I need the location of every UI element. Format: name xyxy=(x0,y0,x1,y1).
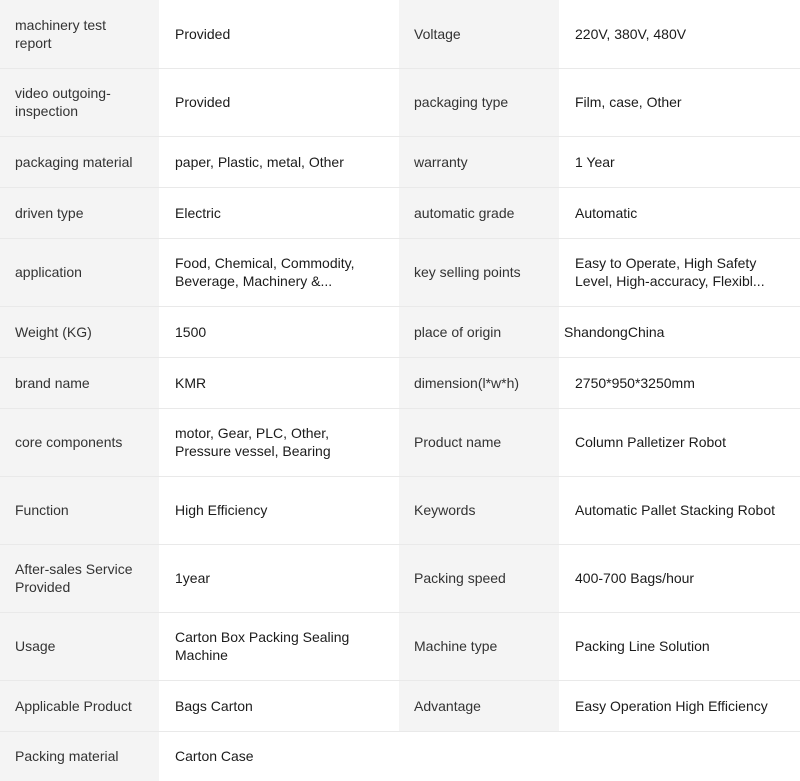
spec-value: Carton Case xyxy=(159,731,399,781)
spec-key: Product name xyxy=(399,408,559,476)
spec-row xyxy=(0,476,800,544)
spec-value: Provided xyxy=(159,0,399,68)
spec-key: driven type xyxy=(0,187,159,238)
spec-value: Film, case, Other xyxy=(559,68,800,136)
spec-row xyxy=(0,0,800,68)
spec-value: Packing Line Solution xyxy=(559,612,800,680)
spec-key: Weight (KG) xyxy=(0,306,159,357)
spec-key: Packing material xyxy=(0,731,159,781)
spec-value: ShandongChina xyxy=(559,306,800,357)
spec-key: place of origin xyxy=(399,306,559,357)
spec-row xyxy=(0,612,800,680)
spec-value: paper, Plastic, metal, Other xyxy=(159,136,399,187)
spec-value: Automatic Pallet Stacking Robot xyxy=(559,476,800,544)
spec-row xyxy=(0,306,800,357)
spec-row xyxy=(0,187,800,238)
spec-key-empty xyxy=(399,731,559,781)
spec-value: Provided xyxy=(159,68,399,136)
spec-key: Voltage xyxy=(399,0,559,68)
spec-value: 220V, 380V, 480V xyxy=(559,0,800,68)
spec-key: automatic grade xyxy=(399,187,559,238)
spec-row xyxy=(0,136,800,187)
spec-row xyxy=(0,544,800,612)
spec-key: machinery test report xyxy=(0,0,159,68)
spec-value: Electric xyxy=(159,187,399,238)
spec-value: Easy to Operate, High Safety Level, High-accuracy, Flexibl... xyxy=(559,238,800,306)
spec-key: Advantage xyxy=(399,680,559,731)
spec-key: Machine type xyxy=(399,612,559,680)
spec-key: brand name xyxy=(0,357,159,408)
spec-key: Packing speed xyxy=(399,544,559,612)
spec-key: packaging type xyxy=(399,68,559,136)
spec-value: Food, Chemical, Commodity, Beverage, Machinery &... xyxy=(159,238,399,306)
spec-value: High Efficiency xyxy=(159,476,399,544)
spec-key: After-sales Service Provided xyxy=(0,544,159,612)
spec-key: Applicable Product xyxy=(0,680,159,731)
spec-value: Column Palletizer Robot xyxy=(559,408,800,476)
spec-value: Carton Box Packing Sealing Machine xyxy=(159,612,399,680)
spec-key: dimension(l*w*h) xyxy=(399,357,559,408)
spec-value: Easy Operation High Efficiency xyxy=(559,680,800,731)
spec-value: motor, Gear, PLC, Other, Pressure vessel, Bearing xyxy=(159,408,399,476)
spec-key: Function xyxy=(0,476,159,544)
spec-row xyxy=(0,731,800,781)
spec-value: 400-700 Bags/hour xyxy=(559,544,800,612)
spec-value: 1500 xyxy=(159,306,399,357)
spec-key: core components xyxy=(0,408,159,476)
spec-row xyxy=(0,238,800,306)
spec-key: warranty xyxy=(399,136,559,187)
spec-value: 1 Year xyxy=(559,136,800,187)
spec-row xyxy=(0,408,800,476)
spec-row xyxy=(0,680,800,731)
spec-value-empty xyxy=(559,731,800,781)
spec-value: 2750*950*3250mm xyxy=(559,357,800,408)
spec-key: packaging material xyxy=(0,136,159,187)
spec-value: KMR xyxy=(159,357,399,408)
spec-value: Automatic xyxy=(559,187,800,238)
spec-key: key selling points xyxy=(399,238,559,306)
spec-row xyxy=(0,68,800,136)
spec-key: Keywords xyxy=(399,476,559,544)
spec-key: application xyxy=(0,238,159,306)
spec-row xyxy=(0,357,800,408)
spec-value: 1year xyxy=(159,544,399,612)
spec-value: Bags Carton xyxy=(159,680,399,731)
spec-key: Usage xyxy=(0,612,159,680)
spec-key: video outgoing-inspection xyxy=(0,68,159,136)
